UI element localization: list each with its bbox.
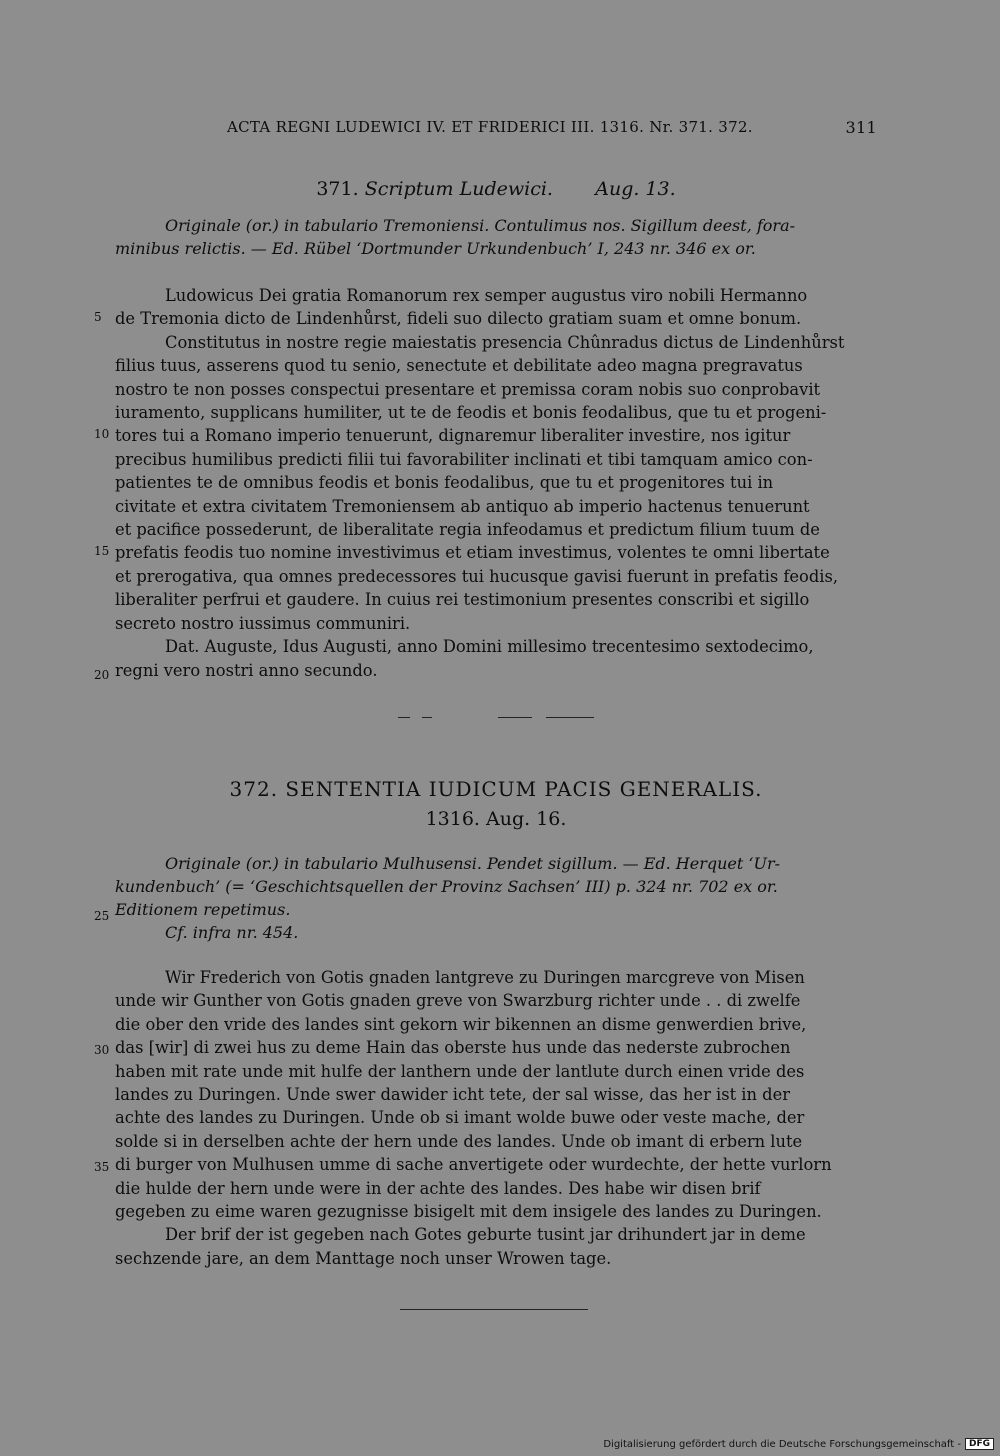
document-371-heading [115, 178, 877, 200]
text-line: precibus humilibus predicti filii tui favorabiliter inclinati et tibi tamquam amico con- [115, 449, 813, 469]
text-line: filius tuus, asserens quod tu senio, senectute et debilitate adeo magna pregravatus [115, 356, 803, 376]
text-line: Ludowicus Dei gratia Romanorum rex semper augustus viro nobili Hermanno [165, 286, 808, 305]
text-line: regni vero nostri anno secundo. [115, 660, 378, 680]
text-line: Der brif der ist gegeben nach Gotes geburte tusint jar drihundert jar in deme [165, 1225, 806, 1245]
text-line: unde wir Gunther von Gotis gnaden greve von Swarzburg richter unde . . di zwelfe [115, 991, 801, 1011]
note-line: Editionem repetimus. [115, 900, 291, 919]
document-372-body [115, 966, 877, 1270]
document-371-title: Scriptum Ludewici. [364, 178, 553, 200]
dfg-logo: DFG [965, 1438, 994, 1450]
text-line: liberaliter perfrui et gaudere. In cuius rei testimonium presentes conscribi et sigillo [115, 590, 810, 610]
text-line: die hulde der hern unde were in der achte des landes. Des habe wir disen brif [115, 1178, 761, 1198]
text-line: haben mit rate unde mit hulfe der lanthern unde der lantlute durch einen vride des [115, 1061, 805, 1081]
line-number: 35 [94, 1160, 110, 1174]
line-number: 30 [94, 1043, 110, 1057]
text-line: tores tui a Romano imperio tenuerunt, dignaremur liberaliter investire, nos igitur [115, 426, 791, 446]
running-title: ACTA REGNI LUDEWICI IV. ET FRIDERICI III. 1316. Nr. 371. 372. [227, 118, 753, 136]
document-371-body [115, 284, 877, 682]
text-line: landes zu Duringen. Unde swer dawider icht tete, der sal wisse, das her ist in der [115, 1085, 791, 1105]
text-line: patientes te de omnibus feodis et bonis feodalibus, que tu et progenitores tui in [115, 473, 774, 493]
text-line: solde si in derselben achte der hern unde des landes. Unde ob imant di erbern lute [115, 1131, 803, 1151]
note-line: Originale (or.) in tabulario Tremoniensi. Contulimus nos. Sigillum deest, fora- [165, 216, 796, 235]
document-371-number: 371. [316, 178, 359, 200]
text-line: prefatis feodis tuo nomine investivimus et etiam investimus, volentes te omni libertate [115, 543, 830, 563]
text-line: Constitutus in nostre regie maiestatis presencia Chûnradus dictus de Lindenhůrst [165, 332, 845, 352]
line-number: 10 [94, 427, 110, 441]
text-line: secreto nostro iussimus communiri. [115, 613, 411, 633]
text-line: achte des landes zu Duringen. Unde ob si imant wolde buwe oder veste mache, der [115, 1108, 805, 1128]
text-line: de Tremonia dicto de Lindenhůrst, fideli suo dilecto gratiam suam et omne bonum. [115, 309, 802, 329]
document-371-notes [115, 214, 877, 260]
text-line: gegeben zu eime waren gezugnisse bisigelt mit dem insigele des landes zu Duringen. [115, 1202, 822, 1222]
digitization-footer [603, 1438, 994, 1450]
document-372-notes [115, 852, 877, 944]
text-line: Wir Frederich von Gotis gnaden lantgreve zu Duringen marcgreve von Misen [165, 968, 805, 987]
end-separator [400, 1309, 588, 1310]
document-372-title: 372. SENTENTIA IUDICUM PACIS GENERALIS. [229, 777, 763, 801]
text-line: iuramento, supplicans humiliter, ut te de feodis et bonis feodalibus, que tu et progeni- [115, 403, 827, 423]
document-372-date: 1316. Aug. 16. [425, 808, 567, 830]
note-line: minibus relictis. — Ed. Rübel ‘Dortmunder Urkundenbuch’ I, 243 nr. 346 ex or. [115, 239, 756, 258]
text-line: sechzende jare, an dem Manttage noch unser Wrowen tage. [115, 1248, 612, 1268]
note-line: Originale (or.) in tabulario Mulhusensi. Pendet sigillum. — Ed. Herquet ‘Ur- [165, 854, 781, 873]
text-line: die ober den vride des landes sint gekorn wir bikennen an disme genwerdien brive, [115, 1014, 807, 1034]
document-371-date: Aug. 13. [595, 178, 676, 200]
line-number: 5 [94, 310, 102, 324]
section-separator [398, 717, 594, 718]
text-line: civitate et extra civitatem Tremoniensem ab antiquo ab imperio hactenus tenuerunt [115, 496, 810, 516]
text-line: et prerogativa, qua omnes predecessores tui hucusque gavisi fuerunt in prefatis feodis, [115, 566, 839, 586]
footer-text: Digitalisierung gefördert durch die Deutsche Forschungsgemeinschaft - [603, 1438, 961, 1450]
text-line: di burger von Mulhusen umme di sache anvertigete oder wurdechte, der hette vurlorn [115, 1155, 832, 1175]
text-line: et pacifice possederunt, de liberalitate regia infeodamus et predictum filium tuum de [115, 520, 820, 540]
note-line: kundenbuch’ (= ‘Geschichtsquellen der Provinz Sachsen’ III) p. 324 nr. 702 ex or. [115, 877, 778, 896]
text-line: das [wir] di zwei hus zu deme Hain das oberste hus unde das nederste zubrochen [115, 1038, 791, 1058]
page-number: 311 [845, 118, 877, 137]
line-number: 20 [94, 668, 110, 682]
line-number: 25 [94, 909, 110, 923]
text-line: Dat. Auguste, Idus Augusti, anno Domini millesimo trecentesimo sextodecimo, [165, 637, 814, 657]
note-line: Cf. infra nr. 454. [165, 923, 299, 942]
text-line: nostro te non posses conspectui presentare et premissa coram nobis suo conprobavit [115, 379, 821, 399]
line-number: 15 [94, 544, 110, 558]
